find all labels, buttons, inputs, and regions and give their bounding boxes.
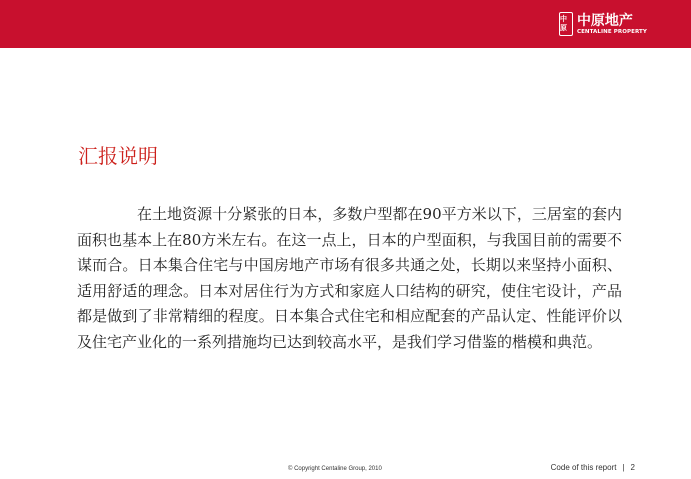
logo-seal <box>559 12 573 36</box>
body-paragraph: 在土地资源十分紧张的日本，多数户型都在90平方米以下，三居室的套内面积也基本上在80方米左右。在这一点上，日本的户型面积，与我国目前的需要不谋而合。日本集合住宅与中国房地产市场有很多共通之处，长期以来坚持小面积、适用舒适的理念。日本对居住行为方式和家庭人口结构的研究，使住宅设计，产品都是做到了非常精细的程度。日本集合式住宅和相应配套的产品认定、性能评价以及住宅产业化的一系列措施均已达到较高水平，是我们学习借鉴的楷模和典范。 <box>77 205 622 351</box>
header-bar <box>0 0 691 48</box>
logo-seal-text: 中原 <box>559 15 567 32</box>
copyright-notice: © Copyright Centaline Group, 2010 <box>288 466 382 472</box>
logo-name-en: CENTALINE PROPERTY <box>576 28 647 35</box>
logo-wordmark <box>577 13 647 36</box>
report-footer <box>551 463 635 472</box>
report-code-label: Code of this report <box>550 463 617 472</box>
logo-name-cn: 中原地产 <box>576 12 633 29</box>
page-number: 2 <box>630 463 635 472</box>
footer-separator: | <box>622 463 625 472</box>
page-title: 汇报说明 <box>78 144 158 168</box>
centaline-logo <box>559 11 647 37</box>
